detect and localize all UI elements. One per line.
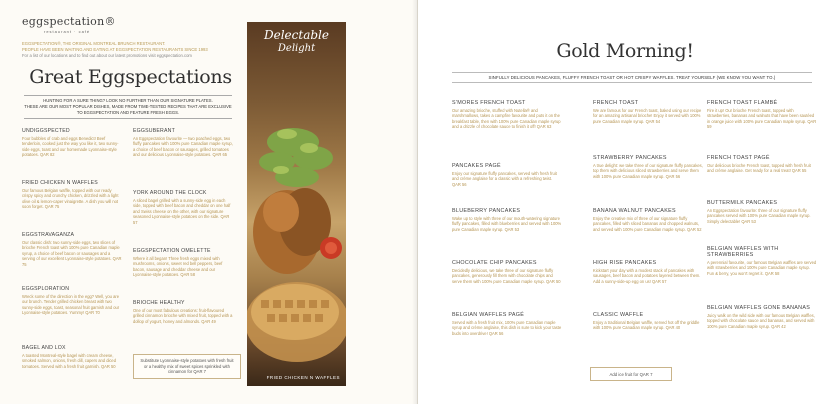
menu-item-description: Wreck some of the direction in the egg? Well, you are our brunch. Tender grilled chicken breast with two sunny-side eggs, toast, seasonal fruit garnish and our Lyonnaise-style potatoes. Yummy! QAR 70 <box>22 294 120 316</box>
menu-item-description: Served with a fresh fruit mix, 100% pure Canadian maple syrup and crème anglaise, this dish is sure to kick your taste buds into overdrive! QAR 56 <box>452 320 562 336</box>
menu-item-description: One of our most fabulous creations: fruit-flavoured grilled cinnamon brioche with mixed fruit, topped with a dollop of yogurt, honey and almonds. QAR 49 <box>133 308 233 324</box>
menu-item-description: Enjoy our signature fluffy pancakes, served with fresh fruit and crème anglaise for a classic with a refreshing twist. QAR 56 <box>452 171 557 187</box>
menu-item-title: BAGEL AND LOX <box>22 345 66 351</box>
menu-item-description: Our delicious brioche French toast, topped with fresh fruit and crème anglaise. Get ready for a real treat! QAR 55 <box>707 163 811 174</box>
menu-item-description: Juicy walk on the wild side with our famous Belgian waffles, topped with chocolate sauce and bananas, and served with 100% pure Canadian maple syrup. QAR 42 <box>707 313 815 329</box>
menu-item <box>707 200 817 224</box>
intro-line-2: PEOPLE HAVE BEEN WAITING AND EATING AT EGGSPECTATION RESTAURANTS SINCE 1993 <box>22 47 208 52</box>
photo-caption: FRIED CHICKEN N WAFFLES <box>266 375 340 380</box>
menu-item-title: BRIOCHE HEALTHY <box>133 300 185 306</box>
menu-item-description: Four bubbles of crab and eggs Benedict! Beef tenderloin, cooked just the way you like it, two sunny-side eggs, toast and our homemade Lyonnaise-style potatoes. QAR 82 <box>22 136 119 158</box>
menu-item-title: FRENCH TOAST <box>593 100 639 106</box>
food-photo <box>247 22 346 386</box>
menu-item-description: A toasted Montreal-style bagel with cream cheese, smoked salmon, onions, fresh dill, capers and diced tomatoes. Served with a fresh fruit garnish. QAR 50 <box>22 353 116 369</box>
menu-item-description: An Eggspectation favourite — two poached eggs, two fluffy pancakes with 100% pure Canadian maple syrup, a choice of beef bacon or sausages, grilled tomatoes and our delicious Lyonnaise-style potatoes. QAR 65 <box>133 136 233 158</box>
menu-item-title: STRAWBERRY PANCAKES <box>593 155 667 161</box>
menu-item-title: FRENCH TOAST PAGÉ <box>707 155 770 161</box>
menu-item-title: BELGIAN WAFFLES WITH STRAWBERRIES <box>707 246 779 258</box>
menu-item-title: BANANA WALNUT PANCAKES <box>593 208 676 214</box>
photo-title-line-1: Delectable <box>264 28 329 42</box>
menu-item-title: YORK AROUND THE CLOCK <box>133 190 207 196</box>
add-on-box: Add ice fruit for QAR 7 <box>590 367 672 381</box>
menu-item <box>22 286 122 316</box>
menu-item <box>707 100 817 130</box>
menu-item-description: Our amazing brioche, stuffed with Nutella® and marshmallows, takes a campfire favourite and puts it on the breakfast table, then with 100% pure Canadian maple syrup and a drizzle of chocolate sauce to finish it off! QAR 63 <box>452 108 561 130</box>
menu-item-title: PANCAKES PAGÉ <box>452 163 501 169</box>
menu-item <box>133 248 233 278</box>
menu-item <box>707 155 817 174</box>
menu-item <box>707 305 817 329</box>
menu-item-description: Where it all began! Three fresh eggs mixed with mushrooms, onions, sweet red bell peppers, beef bacon, sausage and cheddar cheese and our Lyonnaise-style potatoes. QAR 58 <box>133 256 223 278</box>
menu-item <box>452 100 562 130</box>
subtitle-line-2: THESE ARE OUR MOST POPULAR DISHES, MADE FROM TIME-TESTED RECIPES THAT ARE EXCLUSIVE <box>24 104 232 109</box>
menu-item-title: EGGSUBERANT <box>133 128 175 134</box>
brand-tagline: restaurant · café <box>44 29 91 34</box>
menu-item <box>22 180 122 210</box>
menu-item <box>22 345 122 369</box>
menu-item-description: Wake up to style with three of our mouth-watering signature fluffy pancakes, filled with blueberries and served with 100% pure Canadian maple syrup. QAR 53 <box>452 216 562 232</box>
section-title: Gold Morning! <box>556 40 694 62</box>
menu-item-title: EGGSPLORATION <box>22 286 70 292</box>
menu-item-title: EGGSPECTATION OMELETTE <box>133 248 211 254</box>
intro-text <box>22 41 237 59</box>
menu-item <box>452 163 562 187</box>
menu-item <box>133 300 233 324</box>
photo-title <box>247 28 346 54</box>
menu-item-description: Our classic dish: two sunny-side eggs, two slices of brioche French toast with 100% pure Canadian maple syrup, a choice of beef bacon or sausages and a serving of our excellent Lyonnaise-style potatoes. QAR 75 <box>22 240 122 267</box>
section-subtitle: SINFULLY DELICIOUS PANCAKES, FLUFFY FRENCH TOAST OR HOT CRISPY WAFFLES. TREAT YOURSELF (WE KNOW YOU WANT TO.) <box>452 72 812 83</box>
menu-item-description: Enjoy the creative mix of three of our signature fluffy pancakes, filled with sliced bananas and chopped walnuts, and served with 100% pure Canadian maple syrup. QAR 52 <box>593 216 702 232</box>
menu-item <box>452 312 562 336</box>
menu-item <box>22 232 122 267</box>
menu-item <box>452 208 562 232</box>
menu-item-title: UNDIGGSPECTED <box>22 128 70 134</box>
subtitle-line-1: HUNTING FOR A SURE THING? LOOK NO FURTHER THAN OUR SIGNATURE PLATES. <box>43 98 213 103</box>
menu-item-title: BELGIAN WAFFLES GONE BANANAS <box>707 305 811 311</box>
menu-item <box>593 312 703 331</box>
photo-title-line-2: Delight <box>277 43 316 54</box>
intro-line-1: EGGSPECTATION®, THE ORIGINAL MONTREAL BRUNCH RESTAURANT. <box>22 41 166 46</box>
menu-item <box>593 155 703 179</box>
menu-item <box>593 100 703 124</box>
menu-item-title: CHOCOLATE CHIP PANCAKES <box>452 260 537 266</box>
menu-item-description: Fire it up! Our brioche French toast, topped with strawberries, bananas and walnuts that have been sautéed in orange juice with 100% pure Canadian maple syrup. QAR 59 <box>707 108 817 130</box>
menu-item-description: Enjoy a traditional Belgian waffle, served hot off the griddle with 100% pure Canadian maple syrup. QAR 40 <box>593 320 700 331</box>
waffle-chicken-illustration <box>247 22 346 386</box>
menu-item-title: FRIED CHICKEN N WAFFLES <box>22 180 98 186</box>
brand-logo <box>22 15 116 34</box>
menu-item-title: BLUEBERRY PANCAKES <box>452 208 521 214</box>
menu-item <box>133 190 233 225</box>
section-title: Great Eggspectations <box>29 66 232 88</box>
menu-item-title: HIGH RISE PANCAKES <box>593 260 657 266</box>
menu-item-title: BUTTERMILK PANCAKES <box>707 200 778 206</box>
menu-item-description: We are famous for our French toast, baked using our recipe for an amazing artisanal brioche! Enjoy it served with 100% pure Canadian maple syrup. QAR 54 <box>593 108 702 124</box>
menu-item-title: EGGSTRAVAGANZA <box>22 232 75 238</box>
menu-item-description: Decidedly delicious, we take three of our signature fluffy pancakes, generously fill them with chocolate chips and serve them with 100% pure Canadian maple syrup. QAR 50 <box>452 268 561 284</box>
menu-item-title: FRENCH TOAST FLAMBÉ <box>707 100 778 106</box>
menu-item <box>593 260 703 284</box>
menu-item-title: CLASSIC WAFFLE <box>593 312 644 318</box>
menu-item-description: A true delight: we take three of our signature fluffy pancakes, top them with delicious sliced strawberries and serve them with 100% pure Canadian maple syrup. QAR 56 <box>593 163 703 179</box>
intro-line-3: For a list of our locations and to find out about our latest promotions visit eggspectation.com <box>22 53 192 58</box>
menu-item <box>133 128 233 158</box>
menu-item-description: Kickstart your day with a modest stack of pancakes with sausages, beef bacon and potatoes layered between them. Add a sunny-side-up egg on us! QAR 57 <box>593 268 701 284</box>
menu-item <box>707 246 817 276</box>
menu-item-description: A sliced bagel grilled with a sunny-side egg in each side, topped with beef bacon and cheddar on one half and Swiss cheese on the other, with our signature seasoned Lyonnaise-style potatoes on the side. QAR 57 <box>133 198 231 225</box>
menu-item-title: BELGIAN WAFFLES PAGÉ <box>452 312 525 318</box>
menu-item-description: An Eggspectation favourite: three of our signature fluffy pancakes served with 100% pure Canadian maple syrup. Simply delectable! QAR 53 <box>707 208 811 224</box>
menu-item <box>452 260 562 284</box>
menu-item <box>22 128 122 158</box>
menu-item <box>593 208 703 232</box>
brand-name: eggspectation® <box>22 15 116 28</box>
section-subtitle <box>24 95 232 119</box>
menu-item-title: S'MORES FRENCH TOAST <box>452 100 526 106</box>
menu-item-description: A perennial favourite, our famous Belgian waffles are served with strawberries and 100% pure Canadian maple syrup. Fun & berry, you won't regret it. QAR 58 <box>707 260 817 276</box>
subtitle-line-3: TO EGGSPECTATION AND FEATURE FRESH EGGS. <box>76 110 180 115</box>
menu-item-description: Our famous Belgian waffle, topped with our ready crispy spicy and crunchy chicken, drizzled with a light olive oil & lemon-caper vinaigrette. A dish you will not soon forget. QAR 75 <box>22 188 119 210</box>
promo-box: Substitute Lyonnaise-style potatoes with fresh fruit or a healthy mix of sweet spices sprinkled with cinnamon for QAR 7 <box>133 354 241 379</box>
